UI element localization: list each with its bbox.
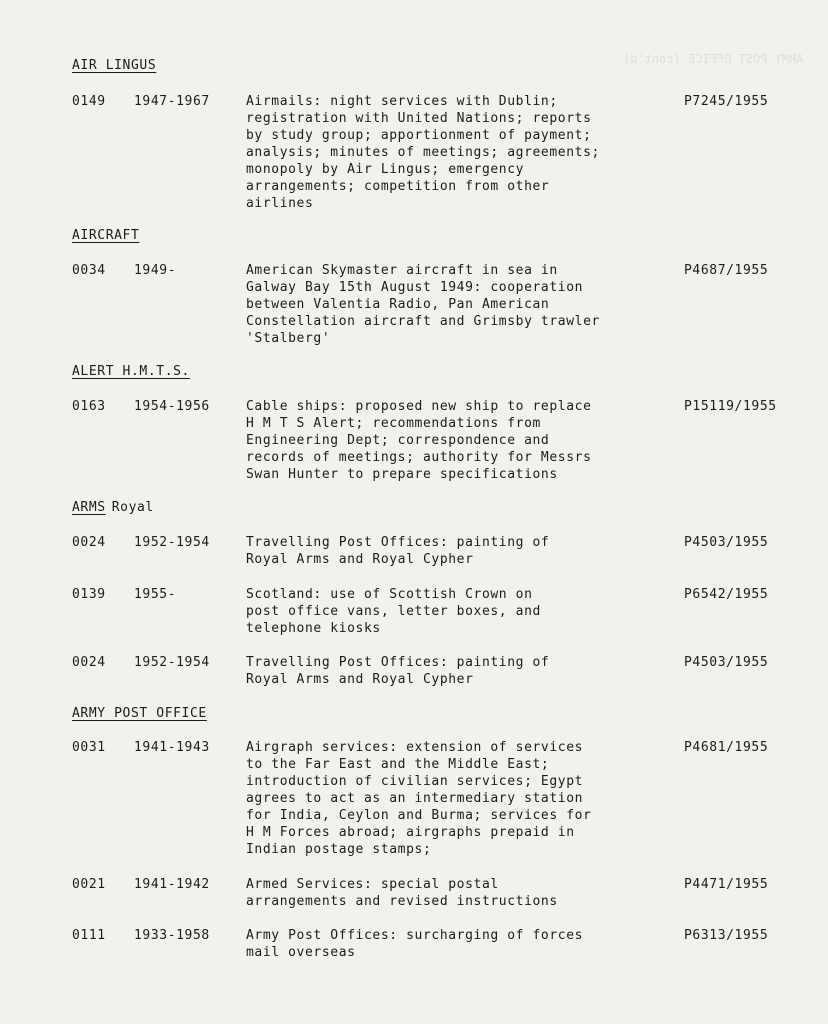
section-heading-text: ARMY POST OFFICE xyxy=(72,706,207,721)
entry-number: 0034 xyxy=(72,263,106,278)
section-heading-arms xyxy=(72,500,154,515)
entry-number: 0024 xyxy=(72,535,106,550)
entry-number: 0139 xyxy=(72,587,106,602)
entry-number: 0024 xyxy=(72,655,106,670)
entry-description: Travelling Post Offices: painting of Royal Arms and Royal Cypher xyxy=(246,655,550,687)
entry-reference: P6313/1955 xyxy=(684,928,769,943)
entry-number: 0031 xyxy=(72,740,106,755)
section-heading-aircraft xyxy=(72,228,139,243)
entry-description: American Skymaster aircraft in sea in Galway Bay 15th August 1949: cooperation between Valentia Radio, Pan American Constellation aircraft and Grimsby trawler 'Stalberg' xyxy=(246,263,600,346)
entry-years: 1952-1954 xyxy=(134,655,210,670)
section-heading-text: AIRCRAFT xyxy=(72,228,140,243)
entry-years: 1954-1956 xyxy=(134,399,210,414)
section-heading-air-lingus xyxy=(72,58,156,73)
entry-description: Army Post Offices: surcharging of forces mail overseas xyxy=(246,928,584,960)
entry-reference: P4687/1955 xyxy=(684,263,769,278)
section-heading-qualifier: Royal xyxy=(111,500,154,515)
entry-description: Armed Services: special postal arrangements and revised instructions xyxy=(246,877,558,909)
entry-reference: P4503/1955 xyxy=(684,535,769,550)
entry-reference: P15119/1955 xyxy=(684,399,777,414)
entry-years: 1947-1967 xyxy=(134,94,210,109)
entry-reference: P4681/1955 xyxy=(684,740,769,755)
entry-years: 1949- xyxy=(134,263,177,278)
entry-description: Travelling Post Offices: painting of Royal Arms and Royal Cypher xyxy=(246,535,550,567)
section-heading-alert-hmts xyxy=(72,364,190,379)
entry-years: 1952-1954 xyxy=(134,535,210,550)
entry-number: 0149 xyxy=(72,94,106,109)
entry-number: 0021 xyxy=(72,877,106,892)
section-heading-text: ARMS xyxy=(72,500,106,515)
entry-years: 1955- xyxy=(134,587,177,602)
entry-reference: P4503/1955 xyxy=(684,655,769,670)
section-heading-text: AIR LINGUS xyxy=(72,58,157,73)
bleed-through-text: ARMY POST OFFICE (cont'd) xyxy=(623,52,804,66)
entry-description: Airmails: night services with Dublin; registration with United Nations; reports by study group; apportionment of payment; analysis; minutes of meetings; agreements; monopoly by Air Lingus; emergency arrangements; competition from other airlines xyxy=(246,94,600,211)
entry-description: Cable ships: proposed new ship to replace H M T S Alert; recommendations from Engineering Dept; correspondence and records of meetings; authority for Messrs Swan Hunter to prepare specifications xyxy=(246,399,592,482)
entry-reference: P6542/1955 xyxy=(684,587,769,602)
entry-years: 1933-1958 xyxy=(134,928,210,943)
section-heading-text: ALERT H.M.T.S. xyxy=(72,364,190,379)
entry-number: 0163 xyxy=(72,399,106,414)
entry-reference: P4471/1955 xyxy=(684,877,769,892)
entry-reference: P7245/1955 xyxy=(684,94,769,109)
entry-years: 1941-1942 xyxy=(134,877,210,892)
entry-number: 0111 xyxy=(72,928,106,943)
section-heading-army-post-office xyxy=(72,706,207,721)
entry-description: Airgraph services: extension of services to the Far East and the Middle East; introduction of civilian services; Egypt agrees to act as an intermediary station for India, Ceylon and Burma; services for H M Forces abroad; airgraphs prepaid in Indian postage stamps; xyxy=(246,740,592,857)
entry-description: Scotland: use of Scottish Crown on post office vans, letter boxes, and telephone kiosks xyxy=(246,587,541,636)
entry-years: 1941-1943 xyxy=(134,740,210,755)
